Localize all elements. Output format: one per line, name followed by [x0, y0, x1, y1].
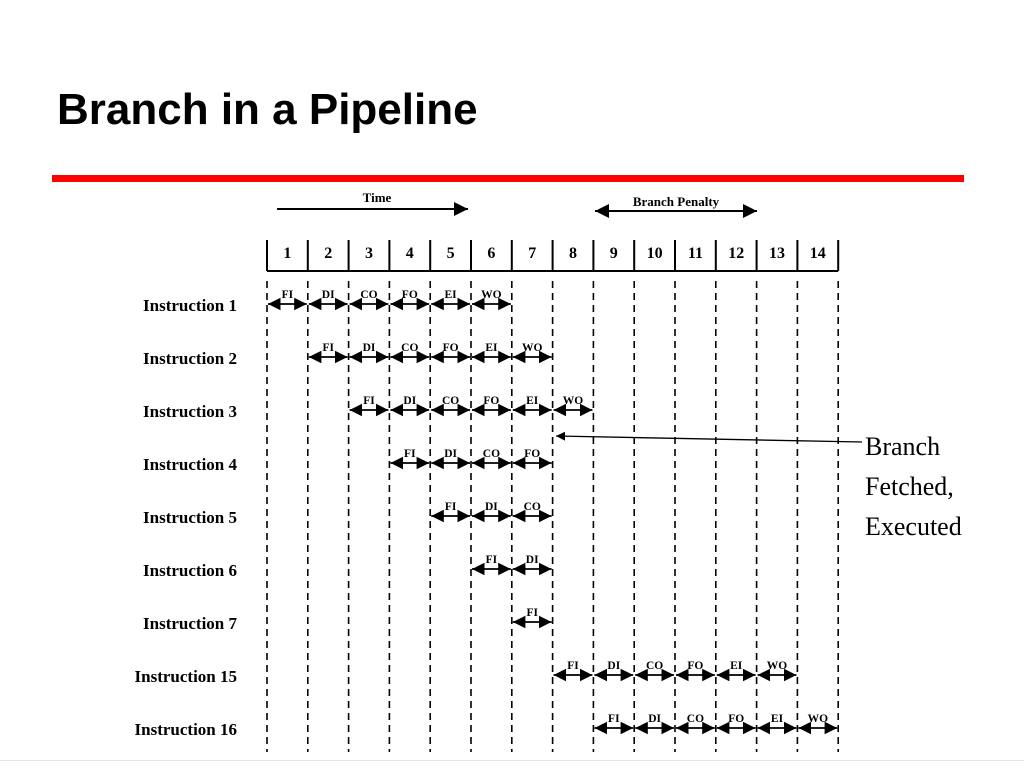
stage-label: WO	[807, 713, 829, 725]
stage-label: FI	[526, 607, 538, 619]
stage-label: DI	[485, 501, 498, 513]
instruction-label: Instruction 4	[143, 455, 237, 474]
stage-label: DI	[648, 713, 661, 725]
cycle-number: 7	[528, 245, 537, 262]
annotation-text: Branch	[865, 432, 941, 461]
stage-label: CO	[645, 660, 664, 672]
slide-title: Branch in a Pipeline	[57, 85, 478, 134]
stage-label: WO	[562, 395, 584, 407]
instruction-row	[143, 289, 511, 315]
cycle-number: 9	[609, 245, 618, 262]
stage-label: FI	[567, 660, 579, 672]
stage-label: DI	[321, 289, 335, 301]
cycle-number: 10	[646, 245, 663, 262]
cycle-number: 5	[446, 245, 455, 262]
stage-label: DI	[362, 342, 376, 354]
annotation-text: Fetched,	[865, 472, 954, 501]
instruction-label: Instruction 2	[143, 349, 237, 368]
instruction-row	[143, 501, 552, 527]
stage-label: FO	[442, 342, 459, 354]
instruction-row	[135, 713, 838, 739]
stage-label: CO	[401, 342, 419, 354]
cycle-number: 14	[809, 245, 826, 262]
cycle-number: 1	[283, 245, 292, 262]
footer-divider	[0, 760, 1024, 761]
stage-label: EI	[730, 660, 743, 672]
instruction-label: Instruction 7	[143, 614, 237, 633]
cycle-number: 11	[687, 245, 703, 262]
stage-label: CO	[523, 501, 541, 513]
stage-label: FO	[524, 448, 541, 460]
stage-label: FI	[608, 713, 620, 725]
branch-penalty-label: Branch Penalty	[632, 194, 720, 209]
instruction-label: Instruction 1	[143, 296, 237, 315]
cycle-number: 2	[324, 245, 333, 262]
instruction-row	[143, 395, 592, 421]
stage-label: CO	[360, 289, 378, 301]
stage-label: FI	[363, 395, 375, 407]
cycle-number: 3	[365, 245, 373, 262]
stage-label: FO	[687, 660, 704, 672]
annotation-pointer	[556, 436, 862, 442]
stage-label: FI	[281, 289, 294, 301]
stage-label: CO	[482, 448, 501, 460]
stage-label: FO	[483, 395, 500, 407]
stage-label: EI	[485, 342, 498, 354]
instruction-label: Instruction 15	[134, 667, 237, 686]
stage-label: DI	[403, 395, 417, 407]
instruction-label: Instruction 16	[134, 720, 237, 739]
stage-label: EI	[526, 395, 539, 407]
stage-label: WO	[521, 342, 543, 354]
annotation-text: Executed	[865, 512, 962, 541]
cycle-number: 13	[769, 245, 785, 262]
stage-label: FI	[444, 501, 457, 513]
stage-label: FO	[401, 289, 418, 301]
cycle-number: 8	[569, 245, 577, 262]
stage-label: EI	[770, 713, 784, 725]
cycle-number: 6	[487, 245, 496, 262]
stage-label: FI	[485, 554, 498, 566]
instruction-row	[135, 660, 797, 686]
instruction-row	[143, 448, 552, 474]
instruction-row	[143, 342, 552, 368]
stage-label: DI	[607, 660, 621, 672]
stage-label: FO	[728, 713, 745, 725]
stage-label: CO	[686, 713, 705, 725]
cycle-number: 4	[405, 245, 414, 262]
stage-label: CO	[441, 395, 460, 407]
instruction-row	[143, 554, 552, 580]
time-label: Time	[362, 190, 392, 205]
instruction-label: Instruction 3	[143, 402, 237, 421]
stage-label: FI	[404, 448, 416, 460]
stage-label: WO	[481, 289, 502, 301]
stage-label: DI	[444, 448, 457, 460]
instruction-label: Instruction 6	[143, 561, 237, 580]
stage-label: WO	[766, 660, 788, 672]
instruction-row	[143, 607, 552, 633]
stage-label: FI	[322, 342, 334, 354]
stage-label: EI	[444, 289, 457, 301]
cycle-number: 12	[728, 245, 745, 262]
instruction-label: Instruction 5	[143, 508, 237, 527]
stage-label: DI	[525, 554, 539, 566]
